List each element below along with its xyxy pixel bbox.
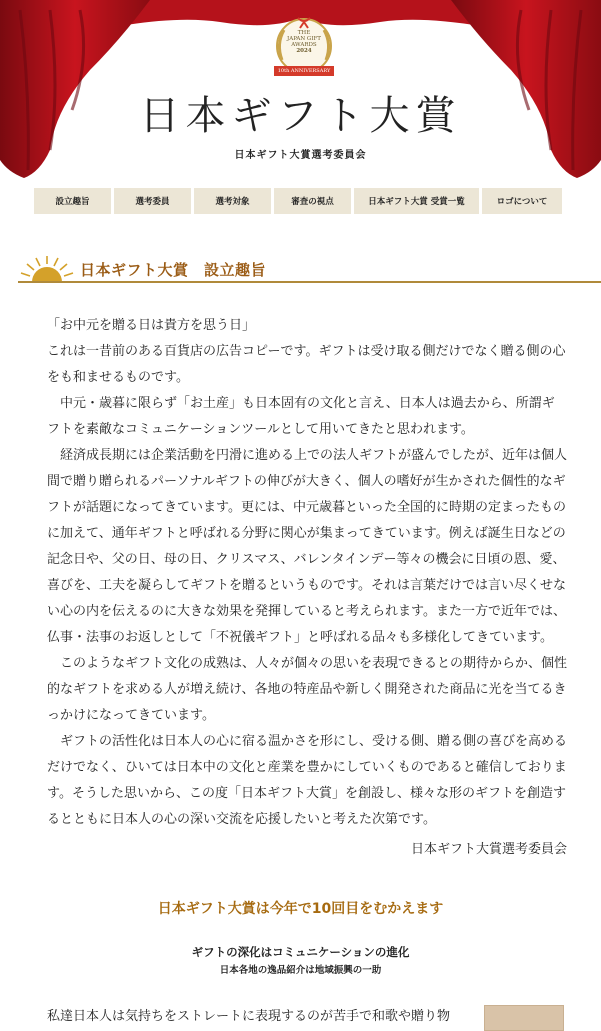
anniversary-subheading: ギフトの深化はコミュニケーションの進化 xyxy=(191,945,410,959)
paragraph: これは一昔前のある百貨店の広告コピーです。ギフトは受け取る側だけでなく贈る側の心をも和ませるものです。 xyxy=(47,344,566,385)
header xyxy=(0,0,601,180)
badge-label: THE JAPAN GIFT AWARDS 2024 xyxy=(287,30,321,54)
nav-item-committee[interactable]: 選考委員 xyxy=(114,188,191,214)
badge-ribbon-label: 10th ANNIVERSARY xyxy=(277,68,331,74)
section-divider xyxy=(18,281,601,283)
paragraph: 中元・歳暮に限らず「お土産」も日本固有の文化と言え、日本人は過去から、所謂ギフトを素敵なコミュニケーションツールとして用いてきたと思われます。 xyxy=(47,396,555,437)
quote-line: 「お中元を贈る日は貴方を思う日」 xyxy=(47,318,256,333)
paragraph: このようなギフト文化の成熟は、人々が個々の思いを表現できるとの期待からか、個性的なギフトを求める人が増え続け、各地の特産品や新しく開発された商品に光を当てるきっかけになってきています。 xyxy=(47,656,568,723)
anniversary-subheading-2: 日本各地の逸品紹介は地域振興の一助 xyxy=(219,965,382,976)
nav-item-selection-target[interactable]: 選考対象 xyxy=(194,188,271,214)
anniversary-heading: 日本ギフト大賞は今年で10回目をむかえます xyxy=(157,901,444,917)
signature: 日本ギフト大賞選考委員会 xyxy=(410,842,567,857)
purpose-text xyxy=(47,313,567,863)
paragraph: 経済成長期には企業活動を円滑に進める上での法人ギフトが盛んでしたが、近年は個人間で贈り贈られるパーソナルギフトの伸びが大きく、個人の嗜好が生かされた個性的なギフトが話題になってきています。更には、中元歳暮といった全国的に時期の定まったものに加えて、通年ギフトと呼ばれる分野に関心が集まってきています。例えば誕生日などの記念日や、父の日、母の日、クリスマス、バレンタインデー等々の機会に日頃の恩、愛、喜びを、工夫を凝らしてギフトを贈るというものです。それは言葉だけでは言い尽くせない心の内を伝えるのに大きな効果を発揮していると考えられます。また一方で近年では、仏事・法事のお返しとして「不祝儀ギフト」と呼ばれる品々も多様化してきています。 xyxy=(47,448,568,645)
rising-sun-icon xyxy=(18,254,76,284)
section-heading xyxy=(18,250,601,286)
main-nav xyxy=(34,188,584,214)
section-title: 日本ギフト大賞 設立趣旨 xyxy=(80,261,267,279)
page-subtitle: 日本ギフト大賞選考委員会 xyxy=(234,150,367,161)
anniversary-text: 私達日本人は気持ちをストレートに表現するのが苦手で和歌や贈り物 xyxy=(47,1009,451,1024)
nav-item-award-list[interactable]: 日本ギフト大賞 受賞一覧 xyxy=(354,188,479,214)
nav-item-judging-viewpoint[interactable]: 審査の視点 xyxy=(274,188,351,214)
page-title: 日本ギフト大賞 xyxy=(139,93,462,139)
portrait-photo xyxy=(484,1005,564,1031)
paragraph: ギフトの活性化は日本人の心に宿る温かさを形にし、受ける側、贈る側の喜びを高めるだけでなく、ひいては日本中の文化と産業を豊かにしていくものであると確信しております。そうした思いから、この度「日本ギフト大賞」を創設し、様々な形のギフトを創造するとともに日本人の心の深い交流を応援したいと考えた次第です。 xyxy=(47,734,568,827)
nav-item-logo[interactable]: ロゴについて xyxy=(482,188,562,214)
nav-item-purpose[interactable]: 設立趣旨 xyxy=(34,188,111,214)
